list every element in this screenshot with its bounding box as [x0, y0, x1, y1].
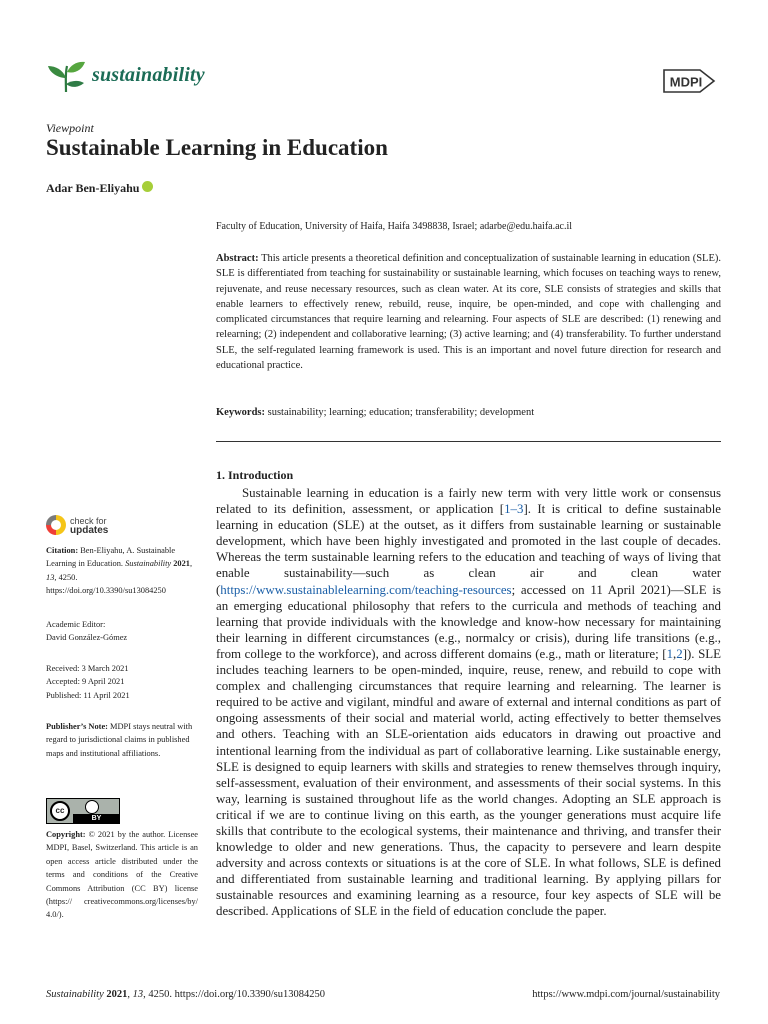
keywords	[216, 407, 721, 418]
copyright-text: © 2021 by the author. Licensee MDPI, Basel, Switzerland. This article is an open access article distributed under the terms and conditions of the Creative Commons Attribution (CC BY) license (https:// creativecommons.org/licenses/by/ 4.0/).	[46, 830, 199, 920]
journal-name: sustainability	[92, 64, 205, 86]
citation-year: 2021	[173, 559, 190, 569]
keywords-text: sustainability; learning; education; transferability; development	[267, 407, 535, 418]
attribution-icon	[85, 800, 99, 814]
ref-link[interactable]: 1	[666, 646, 674, 661]
ref-link[interactable]: 1–3	[504, 502, 524, 517]
citation: Citation: Ben-Eliyahu, A. Sustainable Learning in Education. Sustainability 2021, 13, 4250. https://doi.org/10.3390/su13084250	[46, 546, 193, 596]
mdpi-logo	[662, 64, 718, 98]
pubnote-label: Publisher’s Note:	[46, 722, 108, 731]
check-for-updates-badge[interactable]	[46, 515, 126, 541]
abstract	[216, 251, 721, 373]
license-badge-label: BY	[73, 814, 120, 823]
section-heading: 1. Introduction	[216, 468, 294, 482]
abstract-text: This article presents a theoretical definition and conceptualization of sustainable learning in education (SLE). SLE is differentiated from teaching for sustainability or sustainable learning, which focuses on teaching ways to renew, rejuvenate, and reuse necessary resources, such as clean water. At its core, SLE consists of strategies and skills that enable learners to effectively renew, rebuild, reuse, inquire, be open-minded, and cope with challenging and complicated circumstances that require learning and relearning. Four aspects of SLE are described: (1) renewing and relearning; (2) independent and collaborative learning; (3) active learning; and (4) transferability. To further understand SLE, the self-regulated learning framework is used. This is an important and novel future direction for research and educational practice.	[216, 253, 722, 372]
introduction-paragraph	[216, 485, 721, 920]
cc-icon: cc	[50, 801, 70, 821]
footer-journal: Sustainability	[46, 989, 104, 1000]
academic-editor	[46, 618, 198, 645]
intro-text-c: ; accessed on 11 April 2021)—SLE is an emerging educational philosophy that refers to the curricula and methods of teaching and learning that provide individuals with the knowledge and know-how necessary for maintaining their learning in different circumstances (e.g., normalcy or crisis), during life transitions (e.g., from college to the workforce), and across different domains (e.g., math or literature; [	[216, 582, 721, 661]
crossmark-line2: updates	[70, 525, 109, 536]
ref-separator: ,	[673, 646, 677, 661]
citation-doi[interactable]: , 4250. https://doi.org/10.3390/su13084250	[46, 572, 166, 596]
journal-logo	[46, 58, 86, 94]
orcid-icon[interactable]	[142, 181, 153, 192]
footer-citation: Sustainability 2021, 13, 4250. https://doi.org/10.3390/su13084250	[46, 989, 325, 1000]
pubnote-text: MDPI stays neutral with regard to jurisdictional claims in published maps and institutional affiliations.	[46, 722, 193, 758]
footer-year: 2021	[106, 989, 128, 1000]
url-link[interactable]: https://www.sustainablelearning.com/teaching-resources	[220, 582, 512, 597]
copyright	[46, 828, 198, 922]
affiliation: Faculty of Education, University of Haifa, Haifa 3498838, Israel; adarbe@edu.haifa.ac.il	[216, 221, 573, 232]
abstract-label: Abstract:	[216, 253, 259, 264]
article-type: Viewpoint	[46, 121, 94, 135]
cc-by-license-badge[interactable]	[46, 798, 120, 824]
citation-journal: Sustainability	[125, 559, 172, 569]
citation-label: Citation:	[46, 546, 79, 555]
dates	[46, 662, 198, 702]
keywords-label: Keywords:	[216, 407, 265, 418]
footer-doi[interactable]: , 4250. https://doi.org/10.3390/su13084250	[143, 989, 325, 1000]
editor-name: David González-Gómez	[46, 633, 128, 643]
author-line	[46, 181, 153, 196]
intro-text-d: ]). SLE includes teaching learners to be open-minded, inquire, reuse, renew, and rebuild to cope with complex and challenging circumstances that require learning and relearning. The learner is required to be active and vigilant, mindful and aware of external and internal conditions as part of ongoing assessments of their social and material world, acting effectively to better themselves and others. Teaching with an SLE-orientation aids educators in drawing out proactive and intentional learning from the individual as part of collaborative learning. Like sustainable energy, SLE is designed to equip learners with skills and strategies to renew themselves through inquiry, self-assessment, evaluation of their environment, and assessments of their social systems. In this way, learning is sustained throughout life as the world changes. Adopting an SLE approach is critical if we are to continue living on this earth, as the younger generations must acquire life skills that contribute to the ecological systems, their maintenance and thriving, and transfer their knowledge to older and new generations. Thus, the capacity to persevere and learn despite adversity and across contexts or situations is at the core of SLE. In what follows, SLE is defined and differentiated from sustainable learning and traditional learning. By applying pillars for sustainable resources and examining learning as a resource, four key aspects of SLE will be described. Applications of SLE in the field of education conclude the paper.	[216, 646, 721, 919]
received-date: Received: 3 March 2021	[46, 664, 129, 673]
ref-link[interactable]: 2	[676, 646, 683, 661]
svg-text:MDPI: MDPI	[669, 74, 703, 90]
footer-volume: 13	[132, 989, 144, 1000]
copyright-label: Copyright:	[46, 830, 86, 839]
editor-label: Academic Editor:	[46, 620, 106, 629]
intro-text-b: ]. It is critical to define sustainable learning in education (SLE) at the outset, as it differs from sustainable learning or sustainable development, which have been highly investigated and promoted in the last couple of decades. Whereas the term sustainable learning refers to the education and teaching of ways of living that enable sustainability—such as clean air and clean water (	[216, 502, 722, 597]
citation-text: Ben-Eliyahu, A. Sustainable Learning in Education.	[46, 546, 176, 569]
divider	[216, 441, 721, 442]
footer-journal-url[interactable]: https://www.mdpi.com/journal/sustainability	[532, 989, 720, 1000]
publisher-note	[46, 720, 198, 760]
intro-text-a: Sustainable learning in education is a fairly new term with very little work or consensus related to its definition, assessment, or application [	[216, 486, 721, 517]
author-name: Adar Ben-Eliyahu	[46, 181, 140, 195]
crossmark-line1: check for	[70, 516, 107, 526]
crossmark-icon	[46, 515, 66, 535]
published-date: Published: 11 April 2021	[46, 690, 130, 700]
accepted-date: Accepted: 9 April 2021	[46, 677, 125, 687]
citation-volume: 13	[46, 572, 55, 582]
article-title: Sustainable Learning in Education	[46, 135, 388, 160]
